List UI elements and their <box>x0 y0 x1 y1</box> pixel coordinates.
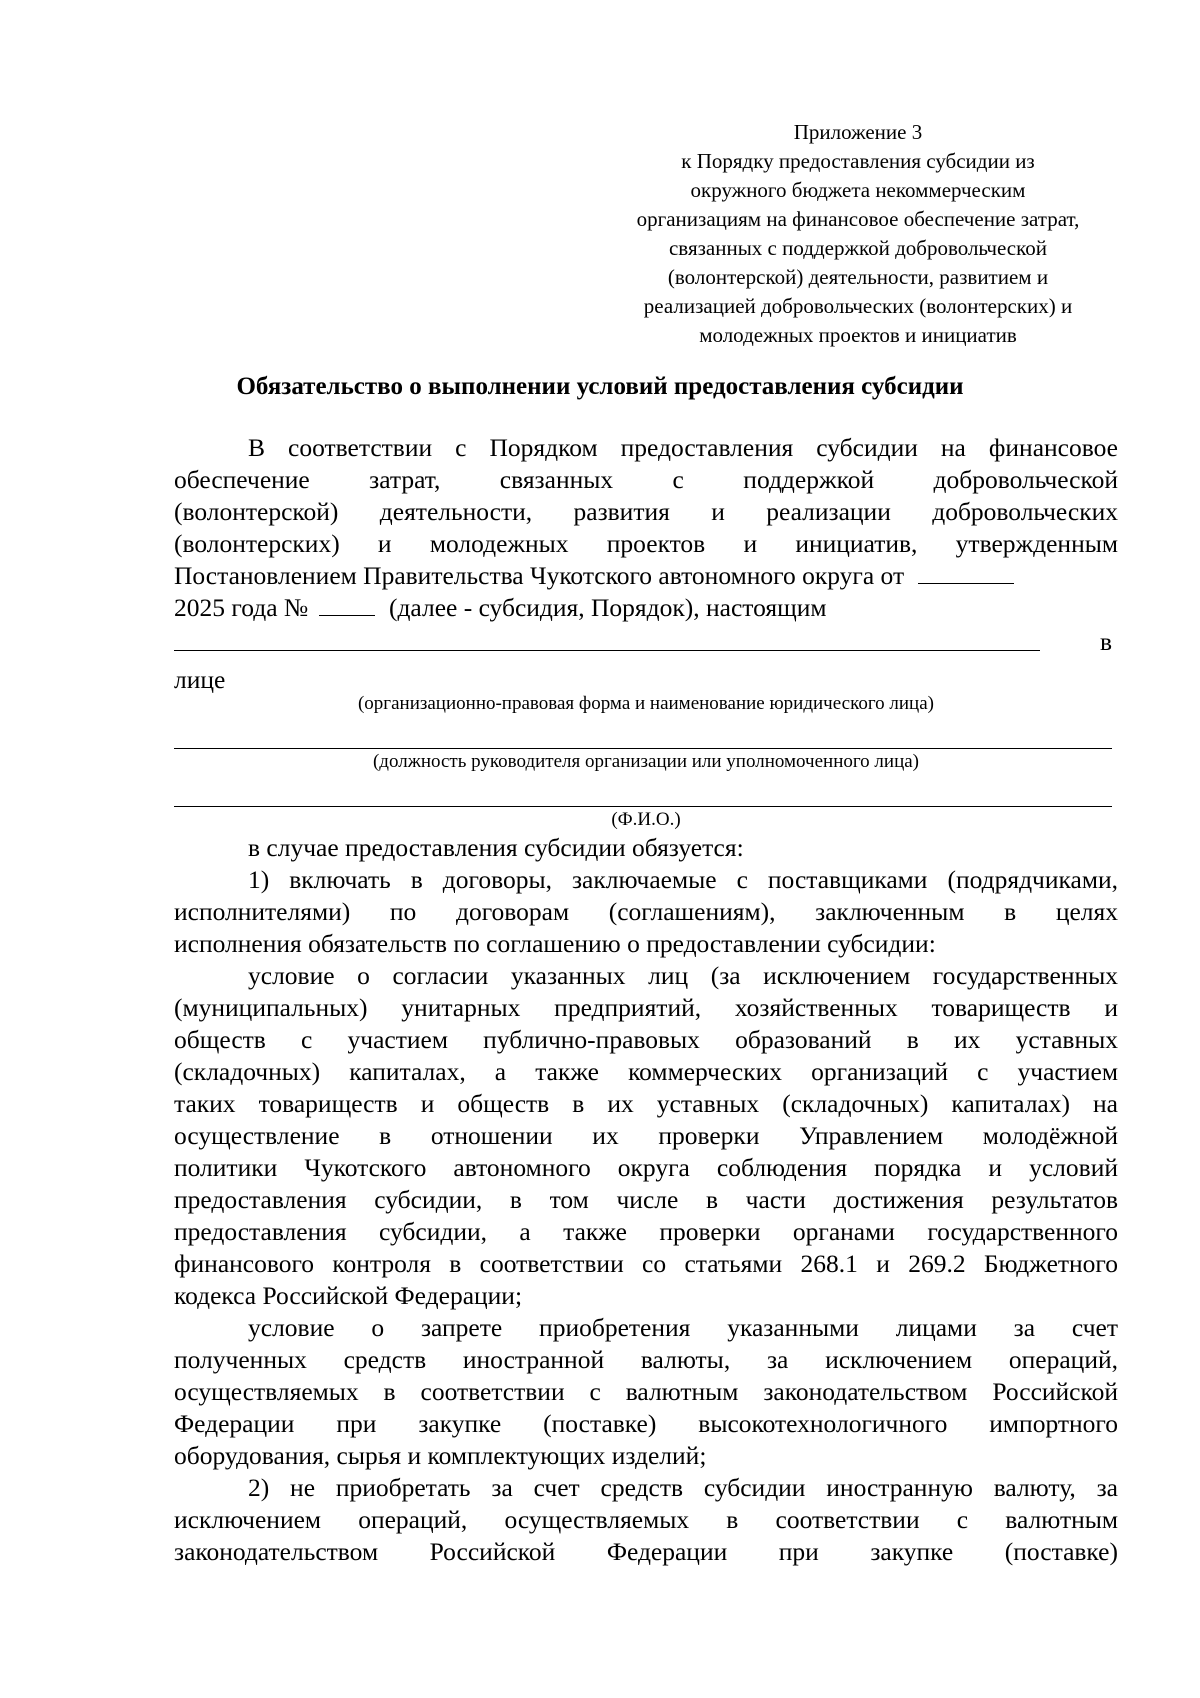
condition1-line: финансового контроля в соответствии со статьями 268.1 и 269.2 Бюджетного <box>174 1249 1118 1278</box>
caption-org: (организационно-правовая форма и наименование юридического лица) <box>357 693 934 714</box>
item1-line: 1) включать в договоры, заключаемые с поставщиками (подрядчиками, <box>248 865 1118 894</box>
item2-line: 2) не приобретать за счет средств субсидии иностранную валюту, за <box>248 1473 1118 1502</box>
intro-tail: (далее - субсидия, Порядок), настоящим <box>388 593 827 622</box>
condition1-line: (складочных) капиталах, а также коммерческих организаций с участием <box>174 1057 1118 1086</box>
item1-line: исполнения обязательств по соглашению о предоставлении субсидии: <box>174 929 936 958</box>
intro-line: В соответствии с Порядком предоставления субсидии на финансовое <box>248 433 1118 462</box>
appendix-line: окружного бюджета некоммерческим <box>690 178 1026 202</box>
condition1-line: обществ с участием публично-правовых образований в их уставных <box>174 1025 1118 1054</box>
appendix-line: к Порядку предоставления субсидии из <box>681 149 1035 173</box>
condition2-line: оборудования, сырья и комплектующих изделий; <box>174 1441 707 1470</box>
intro-last-line <box>174 592 1118 623</box>
item1-line: исполнителями) по договорам (соглашениям), заключенным в целях <box>174 897 1118 926</box>
intro-line: (волонтерской) деятельности, развития и реализации добровольческих <box>174 497 1118 526</box>
position-line <box>174 748 1112 749</box>
condition1-line: предоставления субсидии, а также проверки органами государственного <box>174 1217 1118 1246</box>
v-letter: в <box>1100 627 1113 656</box>
obligation-intro: в случае предоставления субсидии обязуется: <box>248 833 744 862</box>
litse-label: лице <box>174 665 226 694</box>
appendix-line: (волонтерской) деятельности, развитием и <box>667 265 1049 289</box>
condition2-line: полученных средств иностранной валюты, за исключением операций, <box>174 1345 1118 1374</box>
condition1-line: (муниципальных) унитарных предприятий, хозяйственных товариществ и <box>174 993 1118 1022</box>
number-blank <box>319 600 375 616</box>
org-name-line <box>174 650 1040 651</box>
appendix-line: Приложение 3 <box>793 120 923 144</box>
condition1-line: предоставления субсидии, в том числе в части достижения результатов <box>174 1185 1118 1214</box>
intro-line: обеспечение затрат, связанных с поддержкой добровольческой <box>174 465 1118 494</box>
condition1-line: осуществление в отношении их проверки Управлением молодёжной <box>174 1121 1118 1150</box>
appendix-line: реализацией добровольческих (волонтерских) и <box>643 294 1073 318</box>
appendix-line: молодежных проектов и инициатив <box>699 323 1017 347</box>
appendix-line: связанных с поддержкой добровольческой <box>668 236 1048 260</box>
condition2-line: Федерации при закупке (поставке) высокотехнологичного импортного <box>174 1409 1118 1438</box>
condition2-line: осуществляемых в соответствии с валютным законодательством Российской <box>174 1377 1118 1406</box>
document-title: Обязательство о выполнении условий предоставления субсидии <box>236 373 964 400</box>
condition1-line: таких товариществ и обществ в их уставных (складочных) капиталах) на <box>174 1089 1118 1118</box>
item2-line: исключением операций, осуществляемых в соответствии с валютным <box>174 1505 1118 1534</box>
date-blank <box>918 568 1014 584</box>
fio-line <box>174 806 1112 807</box>
intro-line-with-blank <box>174 560 1118 591</box>
condition1-line: кодекса Российской Федерации; <box>174 1281 523 1310</box>
item2-line: законодательством Российской Федерации при закупке (поставке) <box>174 1537 1118 1566</box>
caption-fio: (Ф.И.О.) <box>611 809 681 830</box>
intro-line: (волонтерских) и молодежных проектов и инициатив, утвержденным <box>174 529 1118 558</box>
condition2-line: условие о запрете приобретения указанными лицами за счет <box>248 1313 1118 1342</box>
intro-year-number: 2025 года № <box>174 593 309 622</box>
appendix-line: организациям на финансовое обеспечение затрат, <box>636 207 1080 231</box>
condition1-line: политики Чукотского автономного округа соблюдения порядка и условий <box>174 1153 1118 1182</box>
caption-position: (должность руководителя организации или уполномоченного лица) <box>372 751 920 772</box>
intro-line: Постановлением Правительства Чукотского автономного округа от <box>174 561 905 590</box>
condition1-line: условие о согласии указанных лиц (за исключением государственных <box>248 961 1118 990</box>
appendix-header <box>598 118 1118 350</box>
